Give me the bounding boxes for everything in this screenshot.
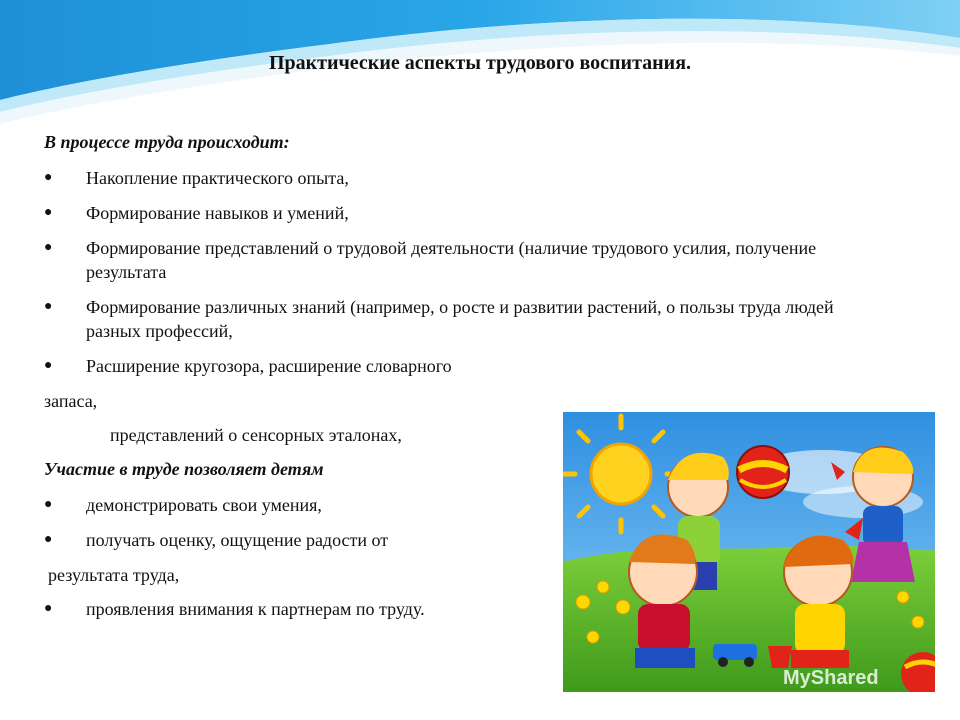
section-heading: В процессе труда происходит: [44,132,290,152]
continuation-text: представлений о сенсорных эталонах, [110,425,402,445]
list-item-text: Формирование навыков и умений, [86,203,349,223]
bullet-icon: ● [44,240,53,255]
bullet-icon: ● [44,601,53,616]
list-item-text: проявления внимания к партнерам по труду. [86,599,425,619]
list-item [44,295,884,343]
bullet-icon: ● [44,497,53,512]
bullet-icon: ● [44,170,53,185]
list-item-text: Формирование различных знаний (например, о росте и развитии растений, о пользы труда людей разных профессий, [86,297,834,341]
bullet-icon: ● [44,532,53,547]
list-item [44,354,884,378]
list-item-text: демонстрировать свои умения, [86,495,322,515]
slide-title: Практические аспекты трудового воспитания. [268,52,692,74]
section-heading: Участие в труде позволяет детям [44,459,324,479]
bullet-icon: ● [44,299,53,314]
list-item [44,236,884,284]
list-item-text: получать оценку, ощущение радости от [86,530,389,550]
bullet-icon: ● [44,205,53,220]
continuation-text: запаса, [44,391,98,411]
list-item [44,166,884,190]
ball-icon [737,446,789,498]
children-playing-illustration [563,412,935,692]
continuation-text: результата труда, [48,565,180,585]
list-item-text: Накопление практического опыта, [86,168,349,188]
list-item-text: Расширение кругозора, расширение словарного [86,356,452,376]
illustration-svg [563,412,935,692]
bucket-icon [768,646,792,668]
bullet-icon: ● [44,358,53,373]
watermark: MyShared [783,667,879,689]
list-item [44,201,884,225]
list-item-text: Формирование представлений о трудовой деятельности (наличие трудового усилия, получение результата [86,238,817,282]
